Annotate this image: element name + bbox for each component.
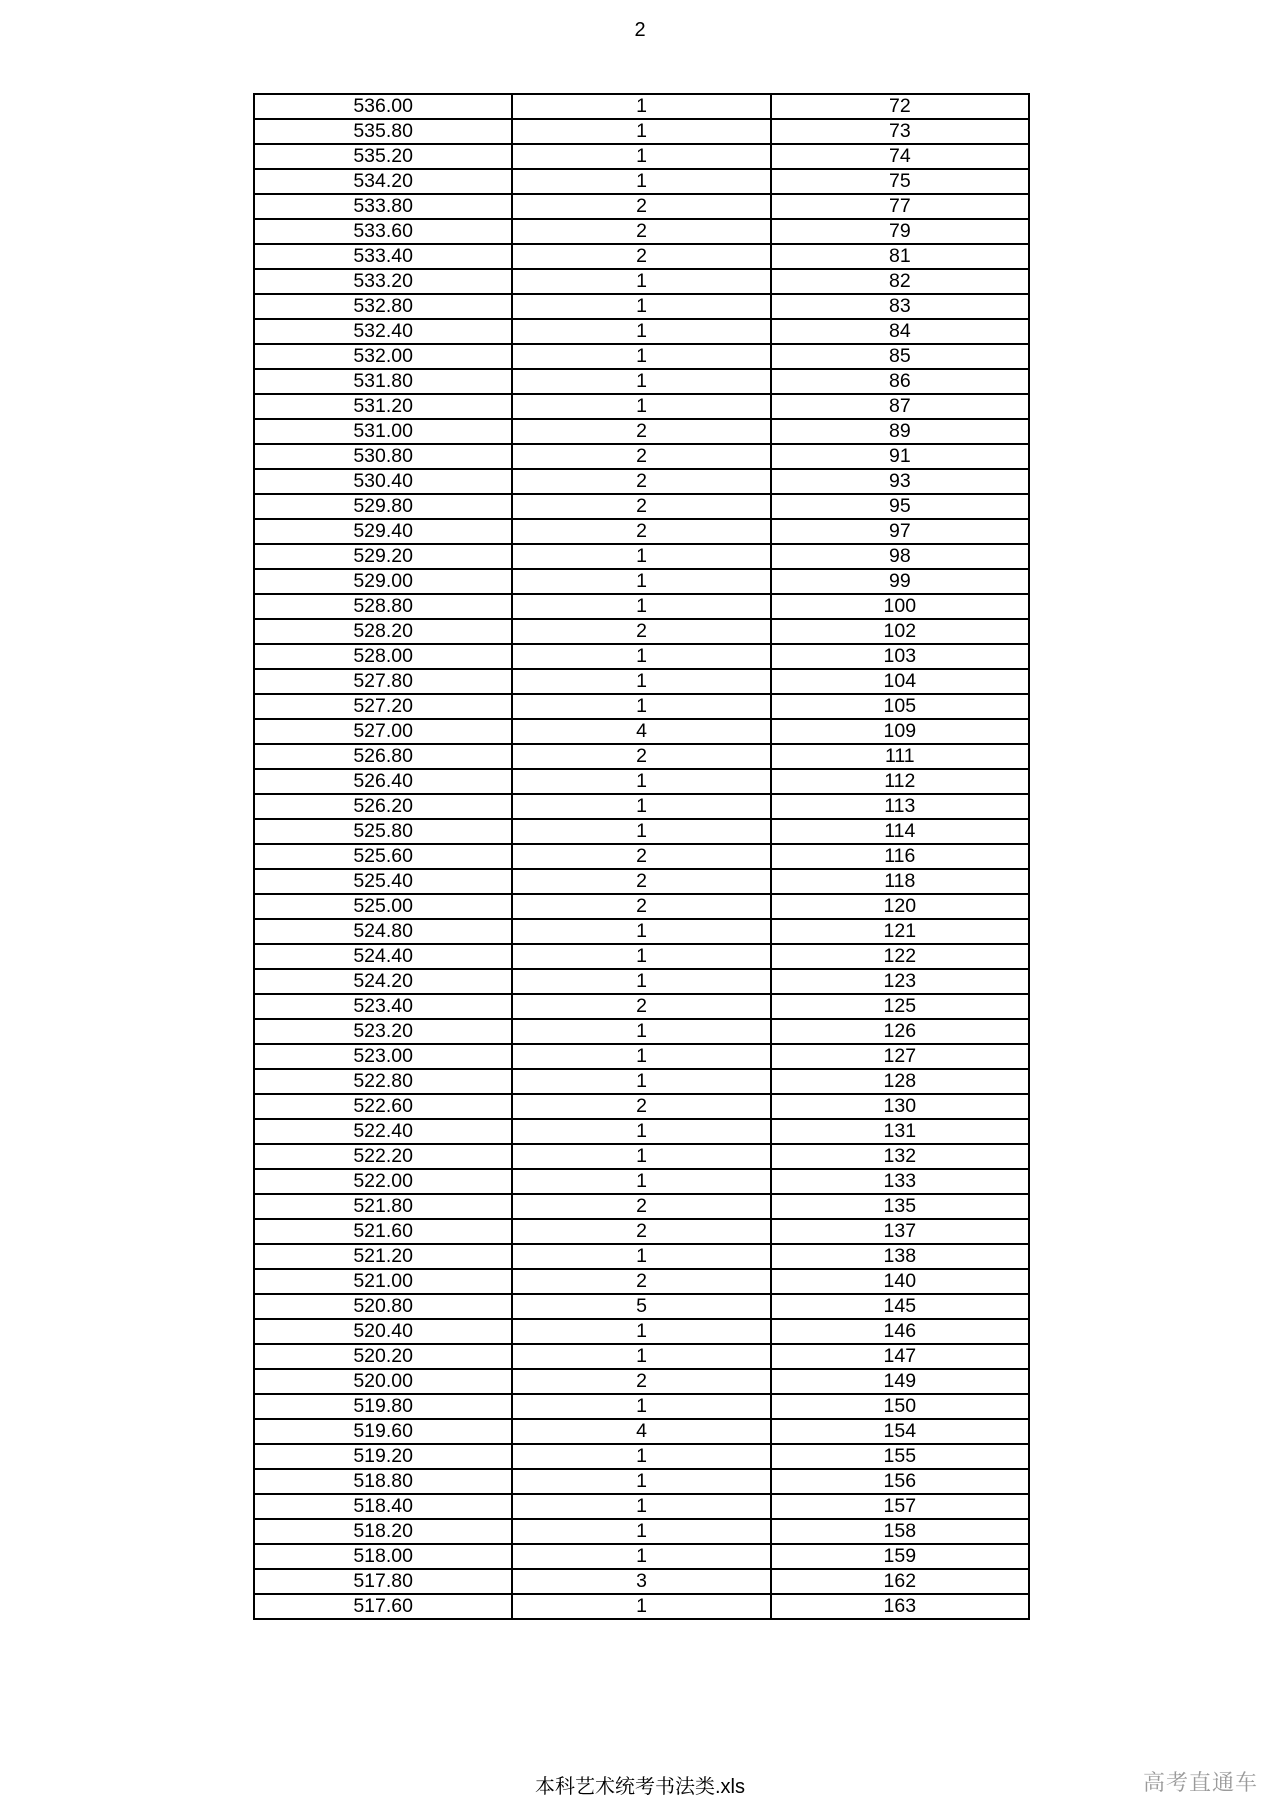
table-row: [254, 769, 1029, 794]
table-row: [254, 1244, 1029, 1269]
cumulative-cell: 91: [771, 444, 1029, 469]
table-row: [254, 919, 1029, 944]
cumulative-cell: 118: [771, 869, 1029, 894]
count-cell: 1: [512, 769, 770, 794]
table-row: [254, 1494, 1029, 1519]
count-cell: 1: [512, 369, 770, 394]
score-cell: 523.00: [254, 1044, 512, 1069]
count-cell: 1: [512, 94, 770, 119]
cumulative-cell: 125: [771, 994, 1029, 1019]
cumulative-cell: 145: [771, 1294, 1029, 1319]
cumulative-cell: 156: [771, 1469, 1029, 1494]
cumulative-cell: 157: [771, 1494, 1029, 1519]
footer-filename: 本科艺术统考书法类.xls: [535, 1776, 745, 1798]
table-row: [254, 1544, 1029, 1569]
score-cell: 524.40: [254, 944, 512, 969]
table-row: [254, 1069, 1029, 1094]
cumulative-cell: 150: [771, 1394, 1029, 1419]
score-cell: 522.20: [254, 1144, 512, 1169]
table-row: [254, 1369, 1029, 1394]
score-cell: 531.00: [254, 419, 512, 444]
table-row: [254, 1569, 1029, 1594]
table-row: [254, 544, 1029, 569]
table-row: [254, 1044, 1029, 1069]
table-row: [254, 1394, 1029, 1419]
cumulative-cell: 103: [771, 644, 1029, 669]
table-row: [254, 419, 1029, 444]
score-cell: 533.20: [254, 269, 512, 294]
count-cell: 2: [512, 744, 770, 769]
table-row: [254, 94, 1029, 119]
cumulative-cell: 74: [771, 144, 1029, 169]
table-row: [254, 1194, 1029, 1219]
table-row: [254, 1019, 1029, 1044]
cumulative-cell: 75: [771, 169, 1029, 194]
score-table-body: [254, 94, 1029, 1619]
score-cell: 518.40: [254, 1494, 512, 1519]
score-cell: 523.40: [254, 994, 512, 1019]
score-cell: 526.20: [254, 794, 512, 819]
score-cell: 533.40: [254, 244, 512, 269]
score-cell: 529.40: [254, 519, 512, 544]
cumulative-cell: 163: [771, 1594, 1029, 1619]
count-cell: 1: [512, 794, 770, 819]
count-cell: 2: [512, 869, 770, 894]
count-cell: 1: [512, 594, 770, 619]
table-row: [254, 244, 1029, 269]
cumulative-cell: 123: [771, 969, 1029, 994]
table-row: [254, 294, 1029, 319]
cumulative-cell: 97: [771, 519, 1029, 544]
table-row: [254, 944, 1029, 969]
count-cell: 2: [512, 444, 770, 469]
cumulative-cell: 113: [771, 794, 1029, 819]
cumulative-cell: 133: [771, 1169, 1029, 1194]
score-cell: 527.80: [254, 669, 512, 694]
score-cell: 529.20: [254, 544, 512, 569]
table-row: [254, 119, 1029, 144]
count-cell: 1: [512, 694, 770, 719]
cumulative-cell: 104: [771, 669, 1029, 694]
cumulative-cell: 158: [771, 1519, 1029, 1544]
table-row: [254, 669, 1029, 694]
count-cell: 2: [512, 469, 770, 494]
cumulative-cell: 121: [771, 919, 1029, 944]
cumulative-cell: 98: [771, 544, 1029, 569]
count-cell: 2: [512, 419, 770, 444]
table-row: [254, 1294, 1029, 1319]
cumulative-cell: 131: [771, 1119, 1029, 1144]
cumulative-cell: 138: [771, 1244, 1029, 1269]
table-row: [254, 1144, 1029, 1169]
count-cell: 2: [512, 1194, 770, 1219]
table-row: [254, 219, 1029, 244]
cumulative-cell: 162: [771, 1569, 1029, 1594]
page-number: 2: [634, 19, 646, 41]
score-cell: 520.00: [254, 1369, 512, 1394]
cumulative-cell: 87: [771, 394, 1029, 419]
score-cell: 520.80: [254, 1294, 512, 1319]
count-cell: 1: [512, 919, 770, 944]
cumulative-cell: 149: [771, 1369, 1029, 1394]
count-cell: 2: [512, 1219, 770, 1244]
table-row: [254, 569, 1029, 594]
cumulative-cell: 128: [771, 1069, 1029, 1094]
cumulative-cell: 83: [771, 294, 1029, 319]
count-cell: 2: [512, 1269, 770, 1294]
table-row: [254, 819, 1029, 844]
cumulative-cell: 120: [771, 894, 1029, 919]
table-row: [254, 444, 1029, 469]
cumulative-cell: 122: [771, 944, 1029, 969]
count-cell: 1: [512, 1469, 770, 1494]
count-cell: 2: [512, 519, 770, 544]
score-cell: 521.20: [254, 1244, 512, 1269]
cumulative-cell: 159: [771, 1544, 1029, 1569]
score-cell: 518.20: [254, 1519, 512, 1544]
count-cell: 1: [512, 169, 770, 194]
table-row: [254, 169, 1029, 194]
count-cell: 1: [512, 319, 770, 344]
count-cell: 1: [512, 944, 770, 969]
count-cell: 1: [512, 669, 770, 694]
table-row: [254, 319, 1029, 344]
score-cell: 526.40: [254, 769, 512, 794]
score-cell: 534.20: [254, 169, 512, 194]
table-row: [254, 719, 1029, 744]
score-cell: 527.20: [254, 694, 512, 719]
cumulative-cell: 105: [771, 694, 1029, 719]
cumulative-cell: 112: [771, 769, 1029, 794]
table-row: [254, 519, 1029, 544]
table-row: [254, 1119, 1029, 1144]
table-row: [254, 1094, 1029, 1119]
count-cell: 1: [512, 1494, 770, 1519]
score-cell: 519.60: [254, 1419, 512, 1444]
score-cell: 522.00: [254, 1169, 512, 1194]
count-cell: 2: [512, 994, 770, 1019]
score-cell: 522.80: [254, 1069, 512, 1094]
score-cell: 519.20: [254, 1444, 512, 1469]
table-row: [254, 969, 1029, 994]
count-cell: 2: [512, 494, 770, 519]
count-cell: 1: [512, 1394, 770, 1419]
table-row: [254, 369, 1029, 394]
score-cell: 520.40: [254, 1319, 512, 1344]
cumulative-cell: 72: [771, 94, 1029, 119]
table-row: [254, 594, 1029, 619]
count-cell: 4: [512, 719, 770, 744]
table-row: [254, 1269, 1029, 1294]
cumulative-cell: 147: [771, 1344, 1029, 1369]
cumulative-cell: 155: [771, 1444, 1029, 1469]
table-row: [254, 644, 1029, 669]
cumulative-cell: 130: [771, 1094, 1029, 1119]
score-cell: 530.40: [254, 469, 512, 494]
score-cell: 532.80: [254, 294, 512, 319]
score-cell: 533.80: [254, 194, 512, 219]
score-cell: 525.00: [254, 894, 512, 919]
count-cell: 1: [512, 144, 770, 169]
count-cell: 1: [512, 344, 770, 369]
score-cell: 524.20: [254, 969, 512, 994]
count-cell: 1: [512, 394, 770, 419]
table-row: [254, 344, 1029, 369]
table-row: [254, 144, 1029, 169]
table-row: [254, 1444, 1029, 1469]
count-cell: 5: [512, 1294, 770, 1319]
score-cell: 528.20: [254, 619, 512, 644]
score-cell: 529.80: [254, 494, 512, 519]
score-cell: 532.40: [254, 319, 512, 344]
count-cell: 1: [512, 1119, 770, 1144]
table-row: [254, 994, 1029, 1019]
count-cell: 1: [512, 1069, 770, 1094]
score-cell: 532.00: [254, 344, 512, 369]
cumulative-cell: 116: [771, 844, 1029, 869]
cumulative-cell: 109: [771, 719, 1029, 744]
score-cell: 527.00: [254, 719, 512, 744]
count-cell: 2: [512, 244, 770, 269]
count-cell: 1: [512, 1044, 770, 1069]
score-cell: 522.60: [254, 1094, 512, 1119]
count-cell: 1: [512, 1519, 770, 1544]
table-row: [254, 1169, 1029, 1194]
cumulative-cell: 85: [771, 344, 1029, 369]
count-cell: 1: [512, 1444, 770, 1469]
count-cell: 1: [512, 1019, 770, 1044]
count-cell: 2: [512, 894, 770, 919]
count-cell: 4: [512, 1419, 770, 1444]
cumulative-cell: 93: [771, 469, 1029, 494]
score-cell: 525.80: [254, 819, 512, 844]
count-cell: 1: [512, 644, 770, 669]
score-cell: 533.60: [254, 219, 512, 244]
cumulative-cell: 86: [771, 369, 1029, 394]
count-cell: 2: [512, 619, 770, 644]
score-cell: 518.80: [254, 1469, 512, 1494]
cumulative-cell: 79: [771, 219, 1029, 244]
count-cell: 1: [512, 269, 770, 294]
score-cell: 529.00: [254, 569, 512, 594]
score-cell: 517.60: [254, 1594, 512, 1619]
score-cell: 521.00: [254, 1269, 512, 1294]
cumulative-cell: 114: [771, 819, 1029, 844]
score-cell: 526.80: [254, 744, 512, 769]
score-cell: 530.80: [254, 444, 512, 469]
count-cell: 1: [512, 1169, 770, 1194]
score-cell: 535.80: [254, 119, 512, 144]
score-cell: 531.20: [254, 394, 512, 419]
watermark: 高考直通车: [1142, 1770, 1258, 1795]
table-row: [254, 744, 1029, 769]
cumulative-cell: 137: [771, 1219, 1029, 1244]
cumulative-cell: 140: [771, 1269, 1029, 1294]
count-cell: 1: [512, 569, 770, 594]
cumulative-cell: 127: [771, 1044, 1029, 1069]
table-row: [254, 1319, 1029, 1344]
count-cell: 2: [512, 1094, 770, 1119]
count-cell: 1: [512, 544, 770, 569]
table-row: [254, 494, 1029, 519]
count-cell: 1: [512, 294, 770, 319]
count-cell: 1: [512, 1319, 770, 1344]
cumulative-cell: 102: [771, 619, 1029, 644]
cumulative-cell: 111: [771, 744, 1029, 769]
count-cell: 1: [512, 1344, 770, 1369]
count-cell: 1: [512, 119, 770, 144]
count-cell: 3: [512, 1569, 770, 1594]
score-cell: 525.60: [254, 844, 512, 869]
cumulative-cell: 154: [771, 1419, 1029, 1444]
score-cell: 536.00: [254, 94, 512, 119]
table-row: [254, 619, 1029, 644]
cumulative-cell: 84: [771, 319, 1029, 344]
score-cell: 535.20: [254, 144, 512, 169]
score-cell: 525.40: [254, 869, 512, 894]
count-cell: 2: [512, 194, 770, 219]
cumulative-cell: 77: [771, 194, 1029, 219]
table-row: [254, 1419, 1029, 1444]
score-cell: 528.00: [254, 644, 512, 669]
table-row: [254, 1469, 1029, 1494]
score-cell: 517.80: [254, 1569, 512, 1594]
table-row: [254, 394, 1029, 419]
score-cell: 519.80: [254, 1394, 512, 1419]
cumulative-cell: 126: [771, 1019, 1029, 1044]
score-cell: 531.80: [254, 369, 512, 394]
score-cell: 521.60: [254, 1219, 512, 1244]
table-row: [254, 194, 1029, 219]
score-cell: 521.80: [254, 1194, 512, 1219]
count-cell: 2: [512, 219, 770, 244]
score-cell: 523.20: [254, 1019, 512, 1044]
table-row: [254, 844, 1029, 869]
score-cell: 524.80: [254, 919, 512, 944]
table-row: [254, 894, 1029, 919]
score-table: [253, 93, 1030, 1620]
cumulative-cell: 82: [771, 269, 1029, 294]
cumulative-cell: 81: [771, 244, 1029, 269]
count-cell: 1: [512, 819, 770, 844]
count-cell: 1: [512, 1144, 770, 1169]
table-row: [254, 1594, 1029, 1619]
cumulative-cell: 99: [771, 569, 1029, 594]
table-row: [254, 1219, 1029, 1244]
table-row: [254, 269, 1029, 294]
cumulative-cell: 132: [771, 1144, 1029, 1169]
score-cell: 528.80: [254, 594, 512, 619]
table-row: [254, 794, 1029, 819]
count-cell: 1: [512, 1244, 770, 1269]
cumulative-cell: 89: [771, 419, 1029, 444]
count-cell: 1: [512, 1544, 770, 1569]
cumulative-cell: 135: [771, 1194, 1029, 1219]
table-row: [254, 1519, 1029, 1544]
cumulative-cell: 100: [771, 594, 1029, 619]
table-row: [254, 469, 1029, 494]
table-row: [254, 1344, 1029, 1369]
count-cell: 1: [512, 1594, 770, 1619]
cumulative-cell: 95: [771, 494, 1029, 519]
count-cell: 2: [512, 844, 770, 869]
table-row: [254, 694, 1029, 719]
score-cell: 520.20: [254, 1344, 512, 1369]
count-cell: 1: [512, 969, 770, 994]
cumulative-cell: 146: [771, 1319, 1029, 1344]
count-cell: 2: [512, 1369, 770, 1394]
score-cell: 522.40: [254, 1119, 512, 1144]
cumulative-cell: 73: [771, 119, 1029, 144]
score-cell: 518.00: [254, 1544, 512, 1569]
table-row: [254, 869, 1029, 894]
